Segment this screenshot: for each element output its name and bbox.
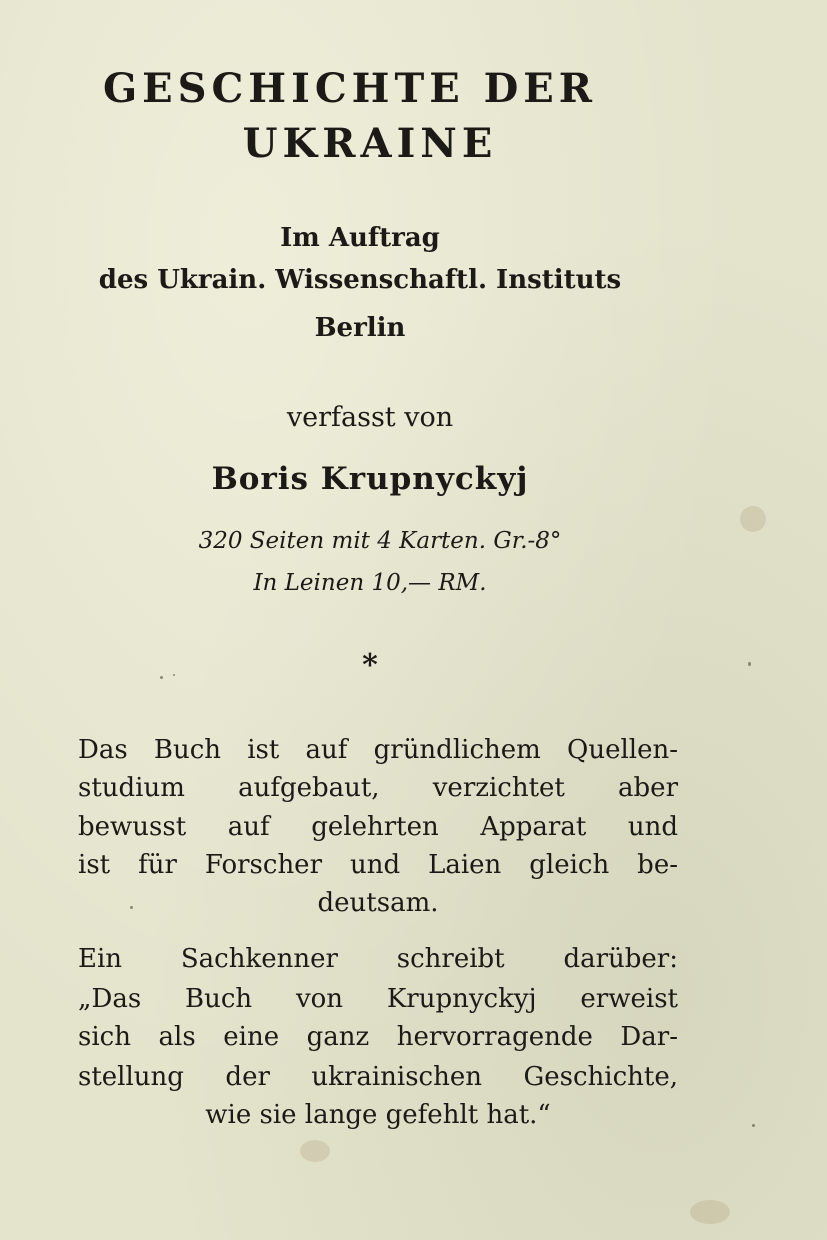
paragraph-line: sich als eine ganz hervorragende Dar- [78, 1022, 678, 1052]
paper-speck [130, 906, 133, 909]
paper-stain [690, 1200, 730, 1224]
separator-asterisk: * [362, 648, 378, 683]
paper-speck [160, 676, 163, 679]
paragraph-line: „Das Buch von Krupnyckyj erweist [78, 984, 678, 1014]
paragraph-line: studium aufgebaut, verzichtet aber [78, 773, 678, 803]
paragraph-line: bewusst auf gelehrten Apparat und [78, 812, 678, 842]
book-title-line-2: UKRAINE [242, 120, 498, 167]
paper-speck [752, 1124, 755, 1127]
paper-speck [173, 674, 175, 676]
paragraph-line: wie sie lange gefehlt hat.“ [205, 1100, 551, 1130]
commission-line-1: Im Auftrag [280, 223, 440, 253]
paragraph-line: stellung der ukrainischen Geschichte, [78, 1062, 678, 1092]
book-title-line-1: GESCHICHTE DER [102, 65, 598, 112]
paper-speck [748, 662, 751, 666]
book-info-price: In Leinen 10,— RM. [253, 570, 487, 596]
paragraph-line: deutsam. [317, 888, 439, 918]
author-name: Boris Krupnyckyj [211, 461, 529, 497]
commission-line-2: des Ukrain. Wissenschaftl. Instituts [98, 265, 622, 295]
paragraph-line: ist für Forscher und Laien gleich be- [78, 850, 678, 880]
paragraph-line: Das Buch ist auf gründlichem Quellen- [78, 735, 678, 765]
paragraph-line: Ein Sachkenner schreibt darüber: [78, 944, 678, 974]
commission-line-3: Berlin [314, 313, 406, 343]
paper-stain [300, 1140, 330, 1162]
paper-stain [740, 506, 766, 532]
byline: verfasst von [286, 402, 454, 433]
book-info-pages: 320 Seiten mit 4 Karten. Gr.-8° [198, 528, 562, 554]
